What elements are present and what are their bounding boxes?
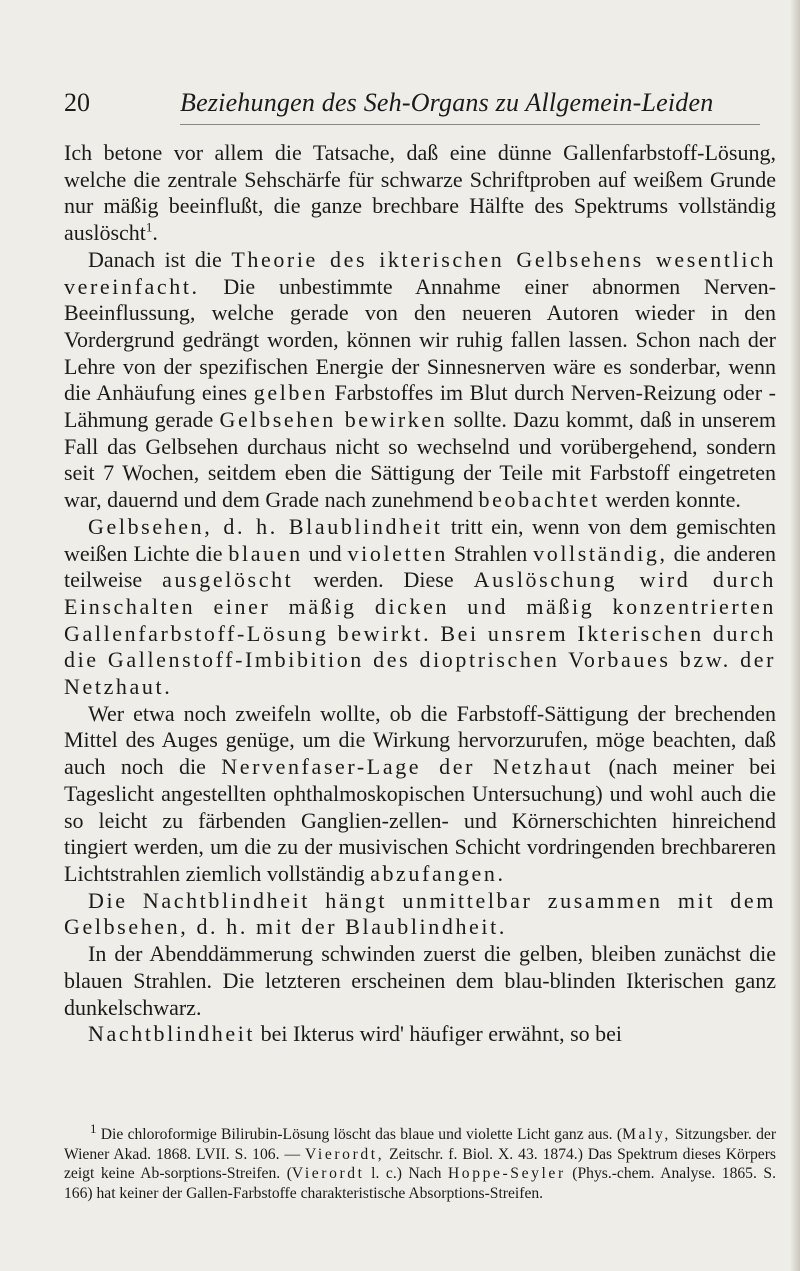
spaced-emphasis: Vierordt — [291, 1165, 365, 1183]
spaced-emphasis: ausgelöscht — [162, 567, 294, 593]
text-run: tritt ein, wenn von dem gemischten weißen Lichte die — [64, 513, 777, 566]
text-run: Strahlen — [447, 540, 534, 566]
spaced-emphasis: blauen — [228, 540, 303, 566]
spaced-emphasis: Nervenfaser-Lage der Netzhaut — [221, 754, 594, 780]
paragraph — [64, 1021, 776, 1048]
spaced-emphasis: Auslöschung wird durch Einschalten einer mäßig dicken und mäßig konzentrierten Gallenfarbstoff-Lösung bewirkt. Bei unsrem Ikterischen durch die Gallenstoff-Imbibition des dioptrischen Vorbaues bzw. der Netzhaut. — [64, 567, 776, 700]
spaced-emphasis: Gelbsehen bewirken — [219, 407, 448, 433]
spaced-emphasis: gelben — [253, 380, 328, 406]
text-run: Farbstoffes im Blut durch Nerven-Reizung oder -Lähmung gerade — [64, 380, 776, 433]
text-run: werden konnte. — [599, 487, 741, 513]
paragraph — [64, 140, 776, 247]
header-rule — [180, 124, 760, 125]
text-run: In der Abenddämmerung schwinden zuerst die gelben, bleiben zunächst die blauen Strahlen. Die letzteren erscheinen dem blau-blinden Ikterischen ganz dunkelschwarz. — [64, 941, 776, 1020]
spaced-emphasis: Gelbsehen, d. h. Blaublindheit — [88, 513, 443, 539]
text-run: l. c.) Nach — [364, 1165, 448, 1183]
page-header — [64, 88, 764, 128]
paragraph — [64, 514, 776, 701]
text-run: (Phys.-chem. Analyse. 1865. S. 166) hat keiner der Gallen-Farbstoffe charakteristische Absorptions-Streifen. — [64, 1165, 776, 1202]
text-run: Sitzungsber. der Wiener Akad. 1868. LVII. S. 106. — — [64, 1126, 777, 1163]
text-run: bei Ikterus wird' häufiger erwähnt, so bei — [255, 1021, 623, 1047]
footnote-reference: 1 — [145, 219, 153, 235]
spaced-emphasis: Maly, — [622, 1126, 671, 1143]
spaced-emphasis: Theorie des ikterischen Gelbsehens wesentlich vereinfacht. — [64, 246, 776, 299]
paragraph — [64, 888, 776, 941]
text-run: Die unbestimmte Annahme einer abnormen Nerven-Beeinflussung, welche gerade von den neueren Autoren wieder in den Vordergrund gedrängt worden, können wir ruhig fallen lassen. Schon nach der Lehre von der spezifischen Energie der Sinnesnerven wäre es sonderbar, wenn die Anhäufung eines — [64, 273, 776, 406]
running-title: Beziehungen des Seh-Organs zu Allgemein-Leiden — [180, 88, 714, 117]
text-run: die anderen teilweise — [64, 540, 776, 593]
text-run: Danach ist die — [88, 246, 232, 272]
body-text — [64, 140, 776, 1048]
spaced-emphasis: Die Nachtblindheit hängt unmittelbar zusammen mit dem Gelbsehen, d. h. mit der Blaublindheit. — [64, 887, 776, 940]
text-run: werden. Diese — [293, 567, 474, 593]
footnote-marker: 1 — [90, 1120, 97, 1136]
text-run: Ich betone vor allem die Tatsache, daß eine dünne Gallenfarbstoff-Lösung, welche die zentrale Sehschärfe für schwarze Schriftproben auf weißem Grunde nur mäßig beeinflußt, die ganze brechbare Hälfte des Spektrums vollständig auslöscht — [64, 140, 776, 246]
text-run: Die chloroformige Bilirubin-Lösung löscht das blaue und violette Licht ganz aus. ( — [96, 1126, 623, 1143]
spaced-emphasis: Nachtblindheit — [88, 1021, 256, 1047]
spaced-emphasis: Hoppe-Seyler — [447, 1165, 566, 1183]
spaced-emphasis: violetten — [347, 540, 448, 566]
spaced-emphasis: abzufangen. — [370, 860, 506, 886]
paragraph — [64, 247, 776, 514]
text-run: und — [302, 540, 348, 566]
text-run: sollte. Dazu kommt, daß in unserem Fall das Gelbsehen durchaus nicht so wechselnd und vorübergehend, sondern seit 7 Wochen, seitdem eben die Sättigung der Teile mit Farbstoff eingetreten war, dauernd und dem Grade nach zunehmend — [64, 407, 777, 513]
spaced-emphasis: beobachtet — [478, 487, 600, 513]
spaced-emphasis: Vierordt, — [305, 1145, 385, 1163]
text-run: Zeitschr. f. Biol. X. 43. 1874.) Das Spektrum dieses Körpers zeigt keine Ab-sorptions-Streifen. ( — [64, 1145, 776, 1183]
text-run: Wer etwa noch zweifeln wollte, ob die Farbstoff-Sättigung der brechenden Mittel des Auges genüge, um die Wirkung hervorzurufen, möge beachten, daß auch noch die — [64, 700, 776, 780]
paragraph — [64, 701, 776, 888]
page-edge-shadow — [790, 0, 800, 1271]
text-run: . — [152, 220, 158, 246]
page-number: 20 — [64, 88, 90, 117]
paragraph — [64, 941, 776, 1021]
footnotes — [64, 1120, 777, 1203]
text-run: (nach meiner bei Tageslicht angestellten ophthalmoskopischen Untersuchung) und wohl auch die so leicht zu färbenden Ganglien-zellen- und Körnerschichten hinreichend tingiert werden, um die zu der musivischen Schicht vordringenden brechbareren Lichtstrahlen ziemlich vollständig — [64, 754, 777, 886]
footnote — [64, 1120, 777, 1203]
spaced-emphasis: vollständig, — [533, 540, 668, 566]
